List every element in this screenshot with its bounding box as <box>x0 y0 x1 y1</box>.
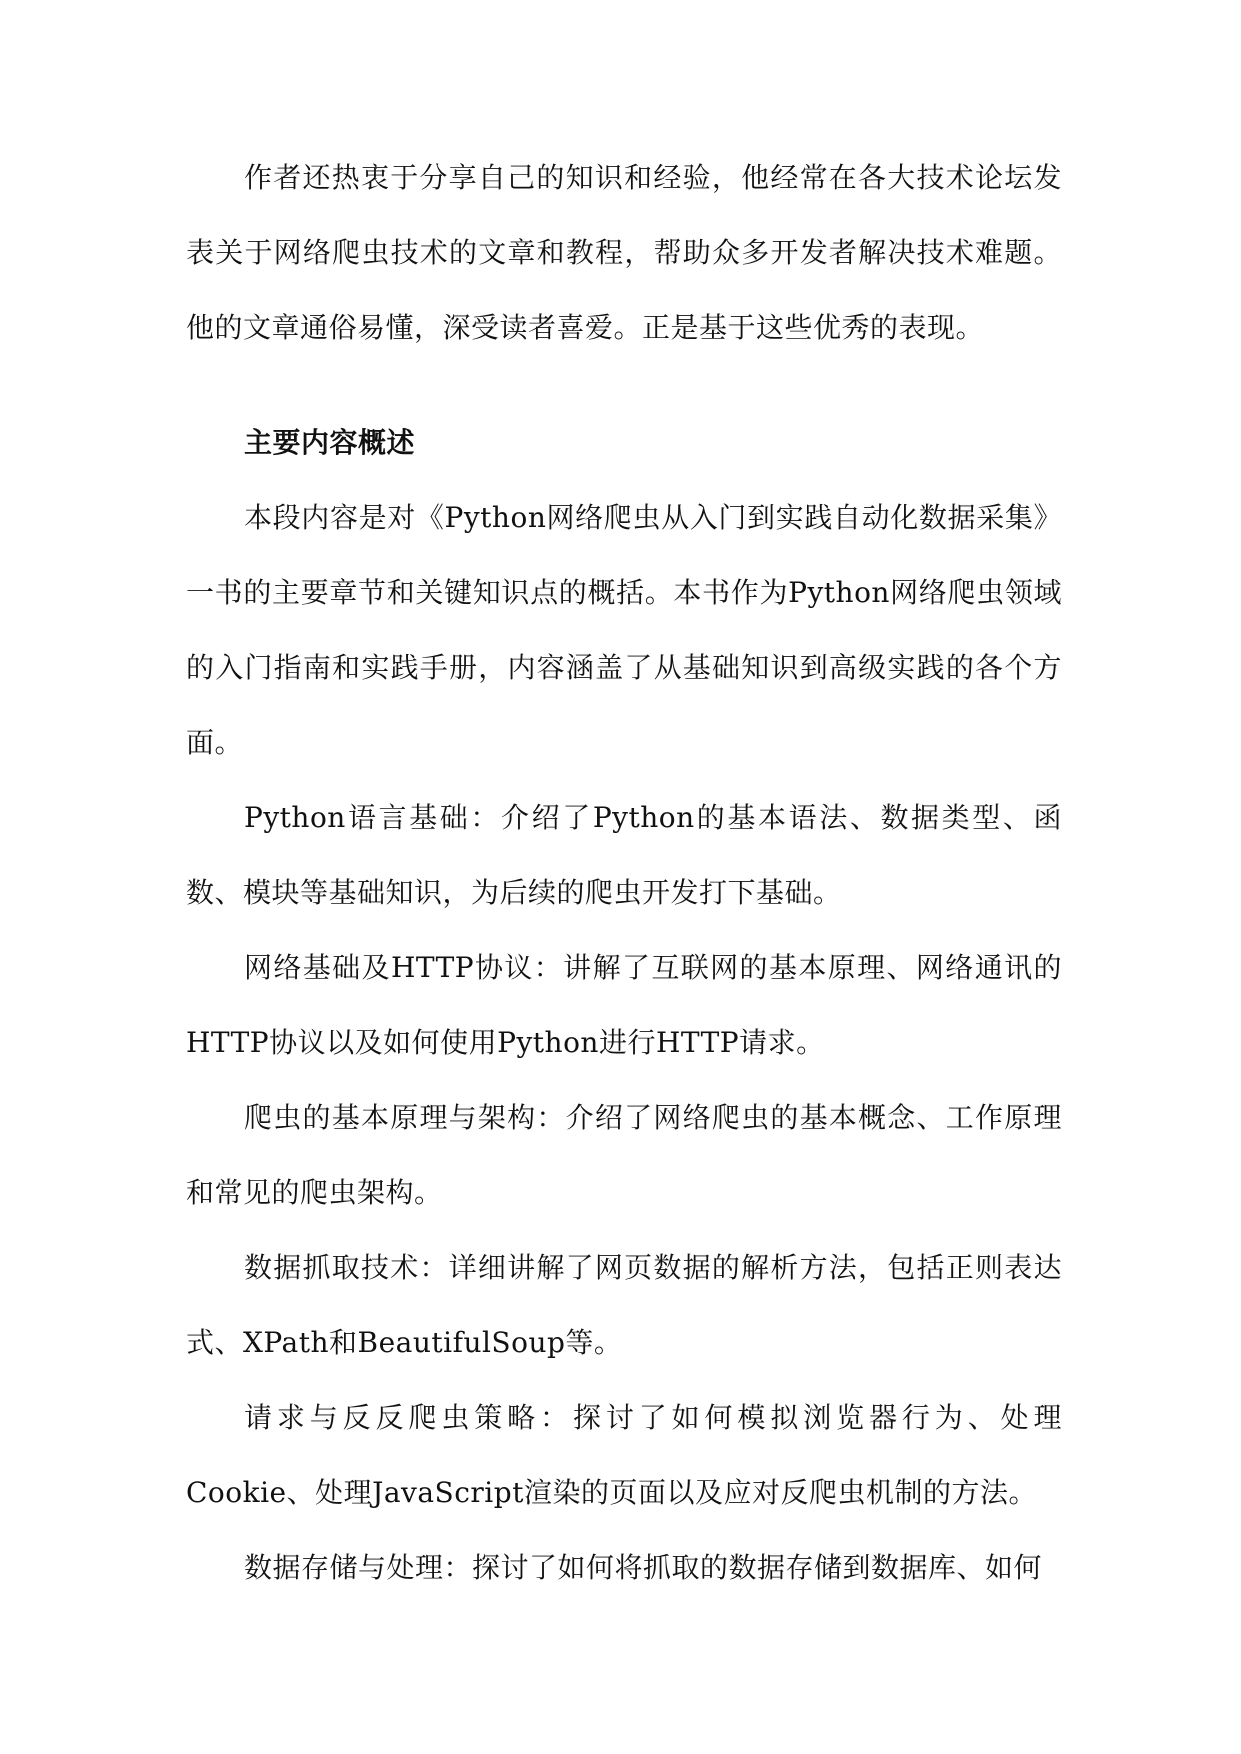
paragraph-http: 网络基础及HTTP协议：讲解了互联网的基本原理、网络通讯的HTTP协议以及如何使用Python进行HTTP请求。 <box>186 951 1062 1059</box>
document-body <box>186 140 1062 1605</box>
paragraph-crawler-architecture: 爬虫的基本原理与架构：介绍了网络爬虫的基本概念、工作原理和常见的爬虫架构。 <box>186 1101 1062 1209</box>
section-heading: 主要内容概述 <box>244 426 416 459</box>
paragraph-anti-crawler: 请求与反反爬虫策略：探讨了如何模拟浏览器行为、处理Cookie、处理JavaScript渲染的页面以及应对反爬虫机制的方法。 <box>186 1401 1062 1509</box>
paragraph-data-scraping: 数据抓取技术：详细讲解了网页数据的解析方法，包括正则表达式、XPath和BeautifulSoup等。 <box>186 1251 1062 1359</box>
paragraph-overview: 本段内容是对《Python网络爬虫从入门到实践自动化数据采集》一书的主要章节和关键知识点的概括。本书作为Python网络爬虫领域的入门指南和实践手册，内容涵盖了从基础知识到高级实践的各个方面。 <box>186 501 1062 759</box>
section-spacer <box>186 365 1062 405</box>
paragraph-python-basics: Python语言基础：介绍了Python的基本语法、数据类型、函数、模块等基础知识，为后续的爬虫开发打下基础。 <box>186 801 1062 909</box>
paragraph-data-storage: 数据存储与处理：探讨了如何将抓取的数据存储到数据库、如何 <box>244 1551 1043 1584</box>
intro-paragraph: 作者还热衷于分享自己的知识和经验，他经常在各大技术论坛发表关于网络爬虫技术的文章和教程，帮助众多开发者解决技术难题。他的文章通俗易懂，深受读者喜爱。正是基于这些优秀的表现。 <box>186 161 1062 344</box>
